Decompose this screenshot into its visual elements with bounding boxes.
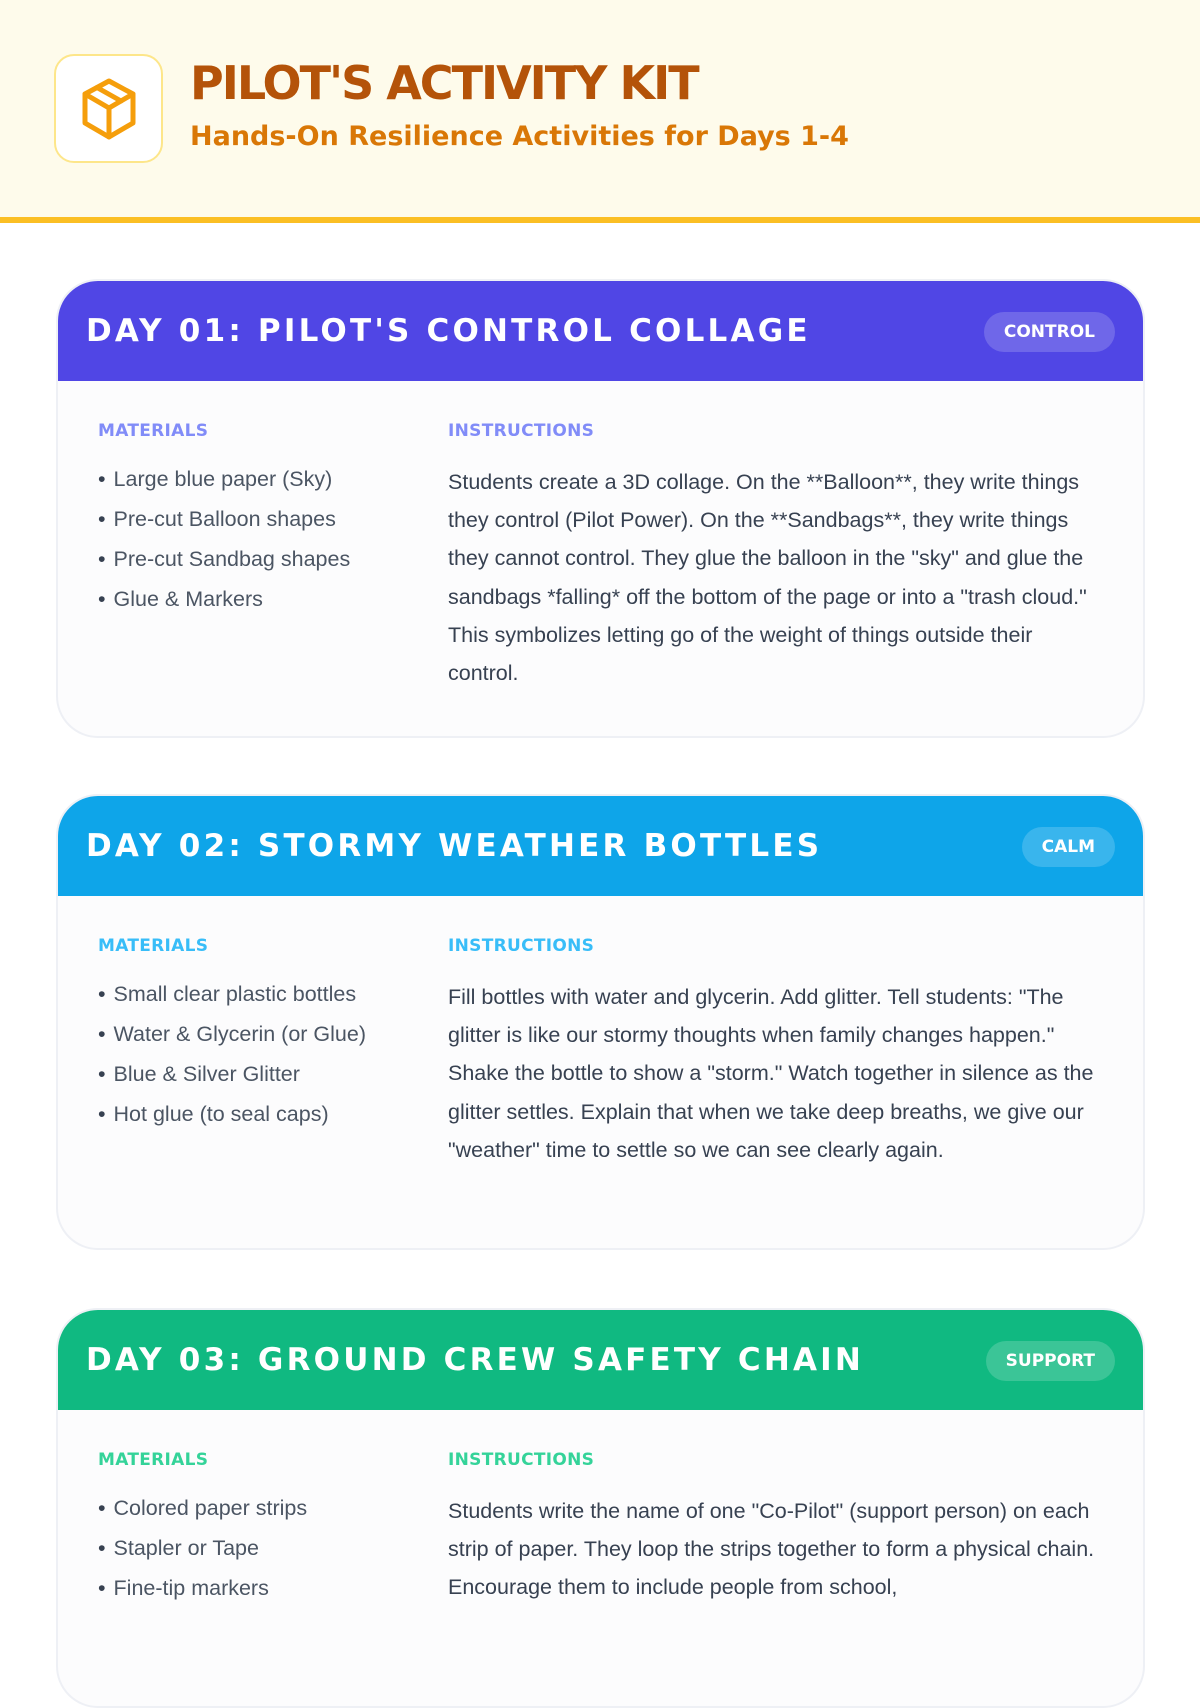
activity-card-body — [58, 896, 1143, 1250]
activity-card-header — [58, 796, 1143, 896]
material-item: • Water & Glycerin (or Glue) — [98, 1014, 418, 1054]
instructions-text: Fill bottles with water and glycerin. Add glitter. Tell students: "The glitter is like our stormy thoughts when family changes happen." Shake the bottle to show a "storm." Watch together in silence as the glitter settles. Explain that when we take deep breaths, we give our "weather" time to settle so we can see clearly again. — [448, 985, 1094, 1162]
material-item: • Glue & Markers — [98, 579, 418, 619]
activity-card — [56, 794, 1145, 1250]
material-item: • Stapler or Tape — [98, 1528, 418, 1568]
activity-title: DAY 01: PILOT'S CONTROL COLLAGE — [86, 313, 811, 349]
activity-card-body — [58, 1410, 1143, 1708]
instructions-section — [448, 1450, 1108, 1607]
activity-card — [56, 279, 1145, 738]
materials-label: MATERIALS — [98, 421, 209, 441]
material-item: • Blue & Silver Glitter — [98, 1054, 418, 1094]
logo — [54, 54, 163, 163]
materials-label: MATERIALS — [98, 1450, 209, 1470]
material-item: • Colored paper strips — [98, 1488, 418, 1528]
materials-section — [98, 1450, 418, 1608]
materials-section — [98, 936, 418, 1134]
instructions-section — [448, 936, 1108, 1169]
activity-badge: CONTROL — [984, 312, 1115, 352]
instructions-text: Students write the name of one "Co-Pilot" (support person) on each strip of paper. They loop the strips together to form a physical chain. Encourage them to include people from school, — [448, 1499, 1095, 1600]
materials-list — [98, 974, 418, 1134]
material-item: • Large blue paper (Sky) — [98, 459, 418, 499]
page-subtitle: Hands-On Resilience Activities for Days 1-4 — [190, 121, 849, 152]
materials-list — [98, 459, 418, 619]
page-title: PILOT'S ACTIVITY KIT — [190, 56, 698, 110]
instructions-label: INSTRUCTIONS — [448, 936, 595, 956]
activity-title: DAY 03: GROUND CREW SAFETY CHAIN — [86, 1342, 865, 1378]
material-item: • Hot glue (to seal caps) — [98, 1094, 418, 1134]
instructions-label: INSTRUCTIONS — [448, 1450, 595, 1470]
instructions-section — [448, 421, 1108, 692]
materials-list — [98, 1488, 418, 1608]
activity-badge: CALM — [1022, 827, 1115, 867]
activity-card — [56, 1308, 1145, 1708]
instructions-label: INSTRUCTIONS — [448, 421, 595, 441]
activity-title: DAY 02: STORMY WEATHER BOTTLES — [86, 828, 823, 864]
activity-card-header — [58, 1310, 1143, 1410]
activity-card-body — [58, 381, 1143, 738]
material-item: • Pre-cut Sandbag shapes — [98, 539, 418, 579]
activity-card-header — [58, 281, 1143, 381]
page-header — [0, 0, 1200, 223]
material-item: • Fine-tip markers — [98, 1568, 418, 1608]
materials-label: MATERIALS — [98, 936, 209, 956]
material-item: • Pre-cut Balloon shapes — [98, 499, 418, 539]
box-icon — [80, 77, 138, 141]
activity-badge: SUPPORT — [986, 1341, 1115, 1381]
material-item: • Small clear plastic bottles — [98, 974, 418, 1014]
instructions-text: Students create a 3D collage. On the **Balloon**, they write things they control (Pilot Power). On the **Sandbags**, they write things they cannot control. They glue the balloon in the "sky" and glue the sandbags *falling* off the bottom of the page or into a "trash cloud." This symbolizes letting go of the weight of things outside their control. — [448, 470, 1087, 686]
materials-section — [98, 421, 418, 619]
